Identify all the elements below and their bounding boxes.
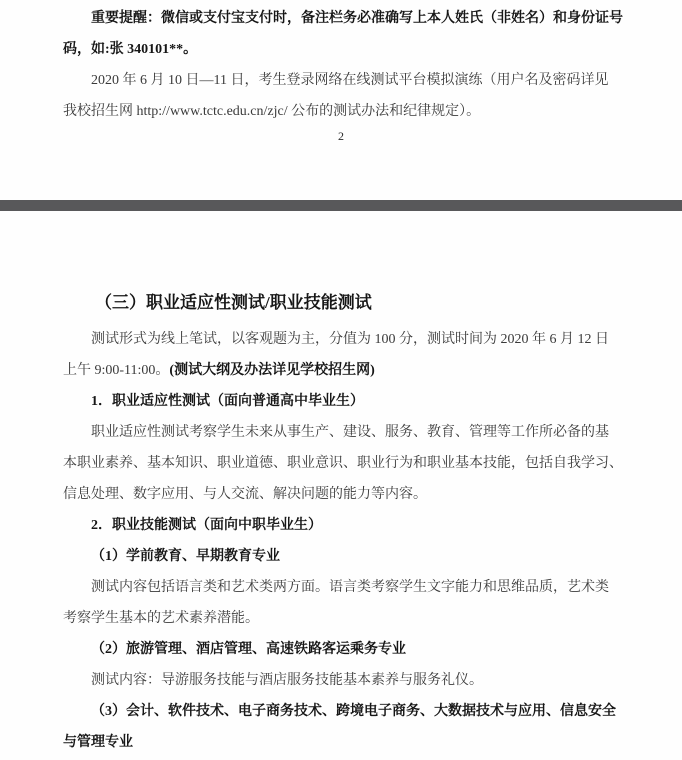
item1-body-line-2: 本职业素养、基本知识、职业道德、职业意识、职业行为和职业基本技能，包括自我学习、 xyxy=(63,456,623,471)
item2-sub1-body-line-1: 测试内容包括语言类和艺术类两方面。语言类考察学生文字能力和思维品质，艺术类 xyxy=(91,580,609,595)
mock-test-line-1: 2020 年 6 月 10 日—11 日，考生登录网络在线测试平台模拟演练（用户名及密码详见 xyxy=(91,73,609,88)
section-heading: （三）职业适应性测试/职业技能测试 xyxy=(95,293,372,312)
page-number: 2 xyxy=(338,129,344,143)
item2-sub3-heading-cont: 与管理专业 xyxy=(63,735,133,750)
item2-heading: 2．职业技能测试（面向中职毕业生） xyxy=(91,518,322,533)
test-time-text: 上午 9:00-11:00。 xyxy=(63,363,170,378)
test-form-line: 测试形式为线上笔试，以客观题为主，分值为 100 分，测试时间为 2020 年 6 月 12 日 xyxy=(91,332,609,347)
page-separator xyxy=(0,200,682,211)
test-outline-note: (测试大纲及办法详见学校招生网) xyxy=(169,363,375,378)
item2-sub2-body-line-1: 测试内容：导游服务技能与酒店服务技能基本素养与服务礼仪。 xyxy=(91,673,483,688)
item2-sub3-heading: （3）会计、软件技术、电子商务技术、跨境电子商务、大数据技术与应用、信息安全 xyxy=(91,704,616,719)
item1-body-line-3: 信息处理、数字应用、与人交流、解决问题的能力等内容。 xyxy=(63,487,427,502)
payment-notice-line-2: 码，如:张 340101**。 xyxy=(63,42,198,57)
page-prev-fragment xyxy=(0,0,682,145)
mock-test-line-2: 我校招生网 http://www.tctc.edu.cn/zjc/ 公布的测试办法和纪律规定）。 xyxy=(63,104,481,119)
item2-sub2-heading: （2）旅游管理、酒店管理、高速铁路客运乘务专业 xyxy=(91,642,406,657)
page-current-fragment xyxy=(0,212,682,758)
item2-sub1-heading: （1）学前教育、早期教育专业 xyxy=(91,549,280,564)
item1-body-line-1: 职业适应性测试考察学生未来从事生产、建设、服务、教育、管理等工作所必备的基 xyxy=(91,425,609,440)
payment-notice-line-1: 重要提醒：微信或支付宝支付时，备注栏务必准确写上本人姓氏（非姓名）和身份证号 xyxy=(91,11,623,26)
item1-heading: 1．职业适应性测试（面向普通高中毕业生） xyxy=(91,394,364,409)
item2-sub1-body-line-2: 考察学生基本的艺术素养潜能。 xyxy=(63,611,259,626)
test-time-line xyxy=(63,355,626,386)
